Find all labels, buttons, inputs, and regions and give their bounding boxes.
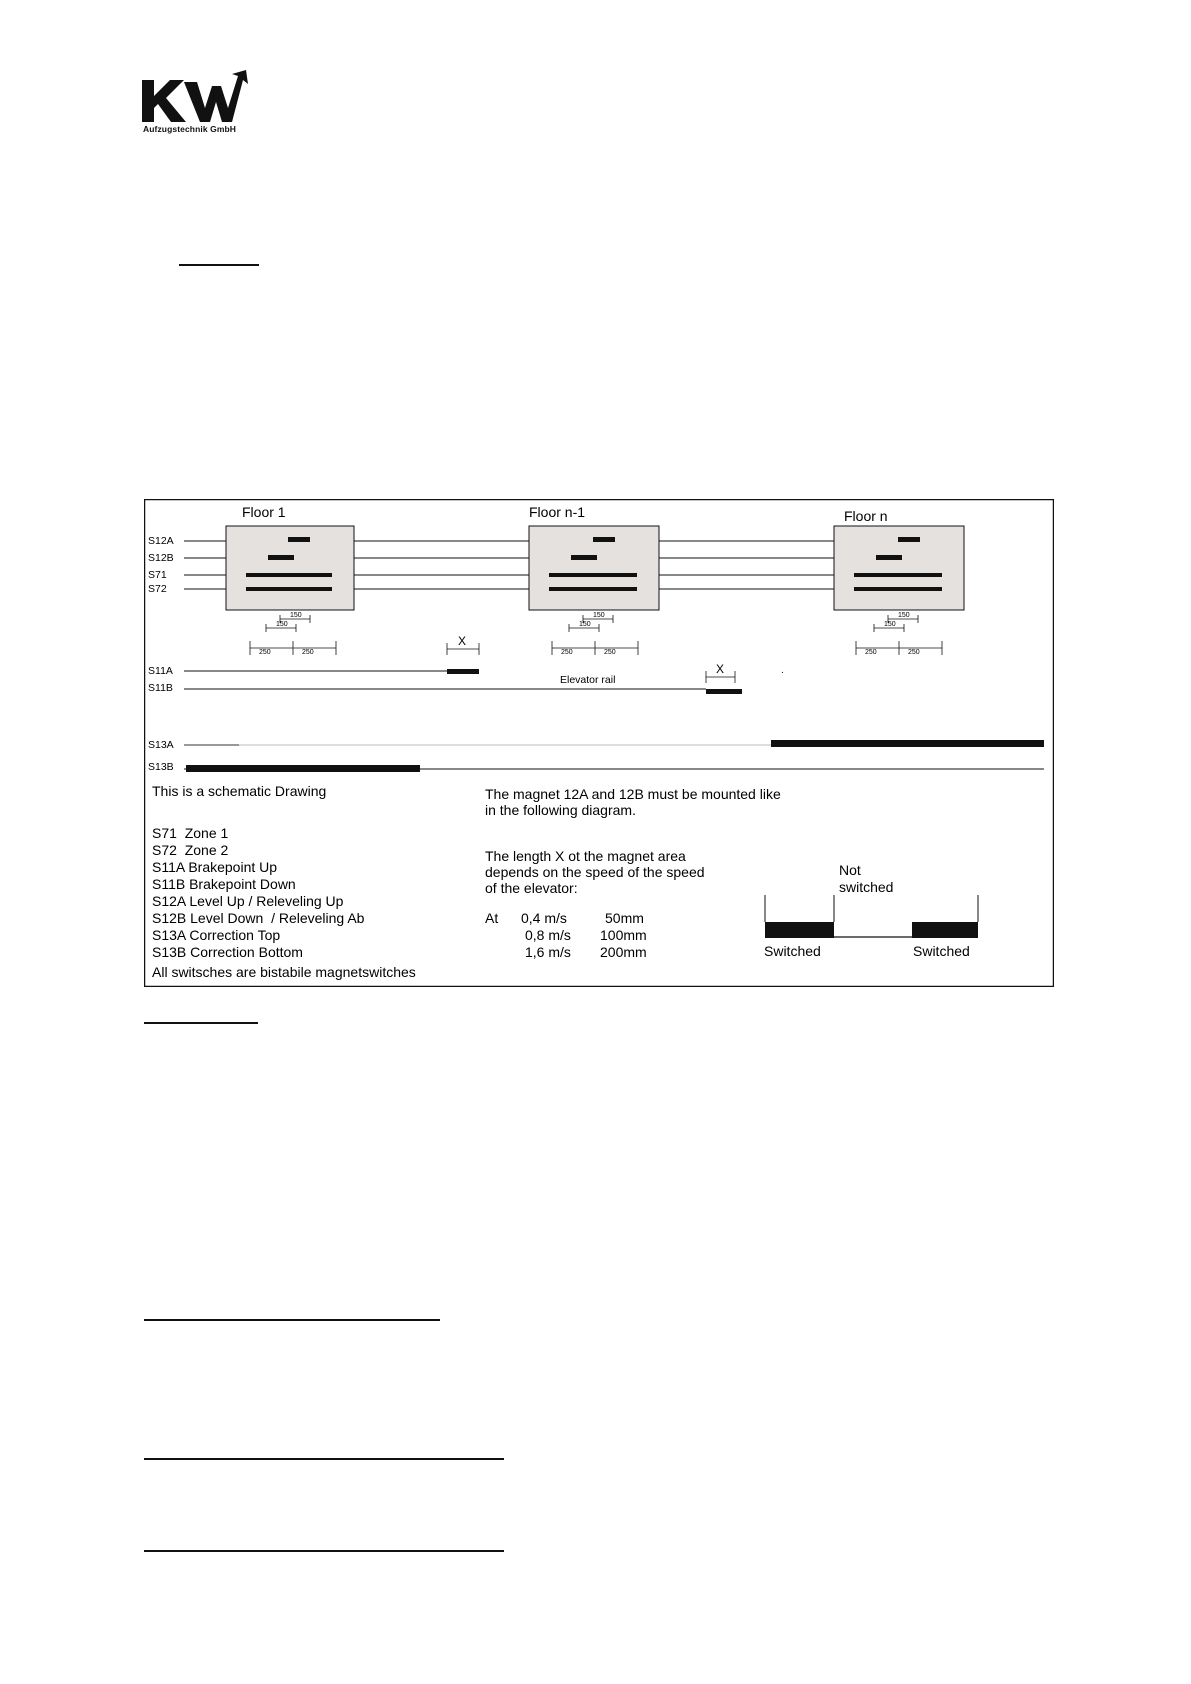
magnet-s12a-3: [898, 537, 920, 542]
switched-bar-left: [765, 922, 834, 938]
legend-item: S11A Brakepoint Up: [152, 859, 278, 875]
magnet-s12a-2: [593, 537, 615, 542]
logo-subtitle: Aufzugstechnik GmbH: [143, 124, 237, 134]
heading-rule-3: [144, 1319, 440, 1321]
dim-150-a-1: 150: [290, 612, 302, 619]
mount-note-line: The magnet 12A and 12B must be mounted like: [485, 786, 781, 802]
length-value: 200mm: [600, 944, 647, 960]
floor-box-n-1: [529, 526, 659, 610]
magnet-s72-1: [246, 587, 332, 591]
magnet-s12b-2: [571, 555, 597, 560]
magnet-s72-3: [854, 587, 942, 591]
speed-prefix: At: [485, 910, 499, 926]
dim-150-a-2: 150: [593, 612, 605, 619]
legend-item: S11B Brakepoint Down: [152, 876, 296, 892]
magnet-s71-2: [549, 573, 637, 577]
dim-250-b-2: 250: [604, 649, 616, 656]
s13a-label: S13A: [148, 739, 174, 751]
length-value: 50mm: [605, 910, 644, 926]
mount-note: [485, 786, 781, 818]
length-note-line: The length X ot the magnet area: [485, 848, 686, 864]
dim-150-b-2: 150: [579, 621, 591, 628]
speed-value: 0,8 m/s: [525, 927, 571, 943]
magnet-s71-3: [854, 573, 942, 577]
legend-item: S71 Zone 1: [152, 825, 229, 841]
stray-dot: .: [781, 665, 784, 676]
magnet-s12a-1: [288, 537, 310, 542]
heading-rule-1: [179, 264, 259, 266]
legend-item: S72 Zone 2: [152, 842, 229, 858]
s11b-label: S11B: [148, 682, 173, 694]
switching-signal-diagram: [764, 862, 978, 959]
heading-rule-2: [144, 1022, 258, 1024]
length-note-line: depends on the speed of the speed: [485, 864, 705, 880]
schematic-note: This is a schematic Drawing: [152, 783, 327, 799]
not-switched-label-1: Not: [839, 862, 861, 878]
magnet-s12b-1: [268, 555, 294, 560]
legend-item: All switsches are bistabile magnetswitches: [152, 964, 416, 980]
legend-item: S12A Level Up / Releveling Up: [152, 893, 344, 909]
switched-label-right: Switched: [913, 943, 970, 959]
heading-rule-5: [144, 1550, 504, 1552]
logo-letter-k: [142, 80, 186, 122]
magnet-s13a: [771, 740, 1044, 747]
length-note: [485, 848, 705, 896]
dim-250-b-3: 250: [908, 649, 920, 656]
dim-250-a-2: 250: [561, 649, 573, 656]
legend-item: S13A Correction Top: [152, 927, 281, 943]
s13b-label: S13B: [148, 761, 174, 773]
s72-label: S72: [148, 583, 167, 595]
heading-rule-4: [144, 1458, 504, 1460]
floor-n-label: Floor n: [844, 508, 888, 524]
magnet-s11a: [447, 669, 479, 674]
floor-n-1-label: Floor n-1: [529, 504, 586, 520]
magnet-s13b: [186, 765, 420, 772]
magnet-s12b-3: [876, 555, 902, 560]
s11a-label: S11A: [148, 665, 173, 677]
dim-250-b-1: 250: [302, 649, 314, 656]
magnet-s11b: [706, 689, 742, 694]
dim-150-b-3: 150: [884, 621, 896, 628]
legend-item: S12B Level Down / Releveling Ab: [152, 910, 365, 926]
speed-value: 0,4 m/s: [521, 910, 567, 926]
switched-label-left: Switched: [764, 943, 821, 959]
dim-250-a-1: 250: [259, 649, 271, 656]
s12b-label: S12B: [148, 552, 174, 564]
speed-value: 1,6 m/s: [525, 944, 571, 960]
floor-box-n: [834, 526, 964, 610]
magnet-switch-diagram: [144, 499, 1054, 987]
legend-list: [152, 825, 416, 980]
floor-1-label: Floor 1: [242, 504, 286, 520]
floor-box-1: [226, 526, 354, 610]
switched-bar-right: [912, 922, 978, 938]
dim-150-a-3: 150: [898, 612, 910, 619]
mount-note-line: in the following diagram.: [485, 802, 636, 818]
speed-table: [485, 910, 647, 960]
elevator-rail-label: Elevator rail: [560, 674, 616, 686]
x-label-1: X: [458, 634, 467, 648]
magnet-s72-2: [549, 587, 637, 591]
x-label-2: X: [716, 662, 725, 676]
s12a-label: S12A: [148, 535, 174, 547]
not-switched-label-2: switched: [839, 879, 894, 895]
logo-letter-w: [184, 70, 248, 122]
length-note-line: of the elevator:: [485, 880, 578, 896]
magnet-s71-1: [246, 573, 332, 577]
length-value: 100mm: [600, 927, 647, 943]
dim-250-a-3: 250: [865, 649, 877, 656]
s71-label: S71: [148, 569, 167, 581]
legend-item: S13B Correction Bottom: [152, 944, 303, 960]
dim-150-b-1: 150: [276, 621, 288, 628]
